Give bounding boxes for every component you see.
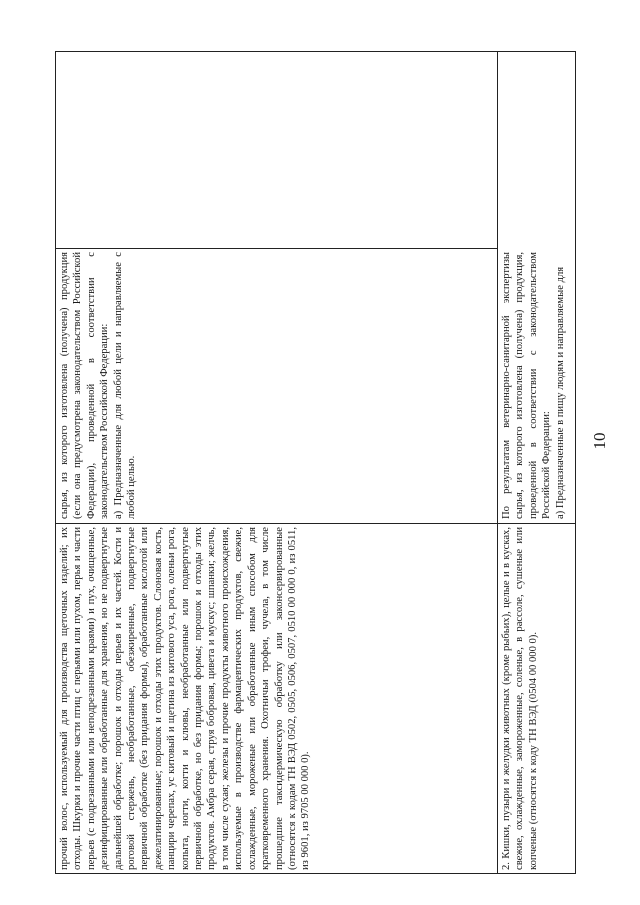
row-1-extra-text xyxy=(56,52,497,248)
row-2-product-text: 2. Кишки, пузыри и желудки животных (кроме рыбьих), целые и в кусках, свежие, охлажденные, замороженные, соленые, в рассоле, сушеные или копченые (относятся к коду ТН ВЭД (0504 00 000 0). xyxy=(501,527,539,870)
row-1-product-cell xyxy=(56,523,497,874)
regulation-table xyxy=(55,51,576,874)
row-1-product-text: прочий волос, используемый для производства щеточных изделий; их отходы. Шкурки и прочие части птиц с перьями или пухом, перья и части перьев (с подрезанными или неподрезанными краями) и пух, очищенные, дезинфицированные или обработанные для хранения, но не подвергнутые дальнейшей обработке; порошок и отходы перьев и их частей. Кости и роговой стержень, необработанные, обезжиренные, подвергнутые первичной обработке (без придания формы), обработанные кислотой или дежелатинированные; порошок и отходы этих продуктов. Слоновая кость, панцири черепах, ус китовый и щетина из китового уса, рога, оленьи рога, копыта, ногти, когти и клювы, необработанные или подвергнутые первичной обработке, но без придания формы; порошок и отходы этих продуктов. Амбра серая, струя бобровая, цивета и мускус; шпанки; желчь, в том числе сухая; железы и прочие продукты животного происхождения, используемые в производстве фармацевтических продуктов, свежие, охлажденные, мороженые или обработанные иным способом для кратковременного хранения. Охотничьи трофеи, чучела, в том числе прошедшие таксидермическую обработку или законсервированные (относятся к кодам ТН ВЭД 0502, 0505, 0506, 0507, 0510 00 000 0, из 0511, из 9601, из 9705 00 000 0). xyxy=(59,527,312,870)
row-2-condition-text: По результатам ветеринарно-санитарной экспертизы сырья, из которого изготовлена (получена) продукция, проведенной в соответствии с законодательством Российской Федерации: а) Предназначенные в пищу людям и направляемые для xyxy=(501,252,566,519)
row-1-extra-cell xyxy=(56,52,497,248)
row-1-condition-text: сырья, из которого изготовлена (получена) продукция (если она предусмотрена законодательством Российской Федерации), проведенной в соответствии с законодательством Российской Федерации: а) Предназначенные для любой цели и направляемые с любой целью. xyxy=(59,252,138,519)
row-2-extra-cell xyxy=(498,52,576,248)
row-2-extra-text xyxy=(498,52,576,248)
row-2-product-cell xyxy=(498,523,576,874)
row-1-condition-cell xyxy=(56,248,497,523)
row-2-condition-cell xyxy=(498,248,576,523)
page-number: 10 xyxy=(590,432,609,450)
